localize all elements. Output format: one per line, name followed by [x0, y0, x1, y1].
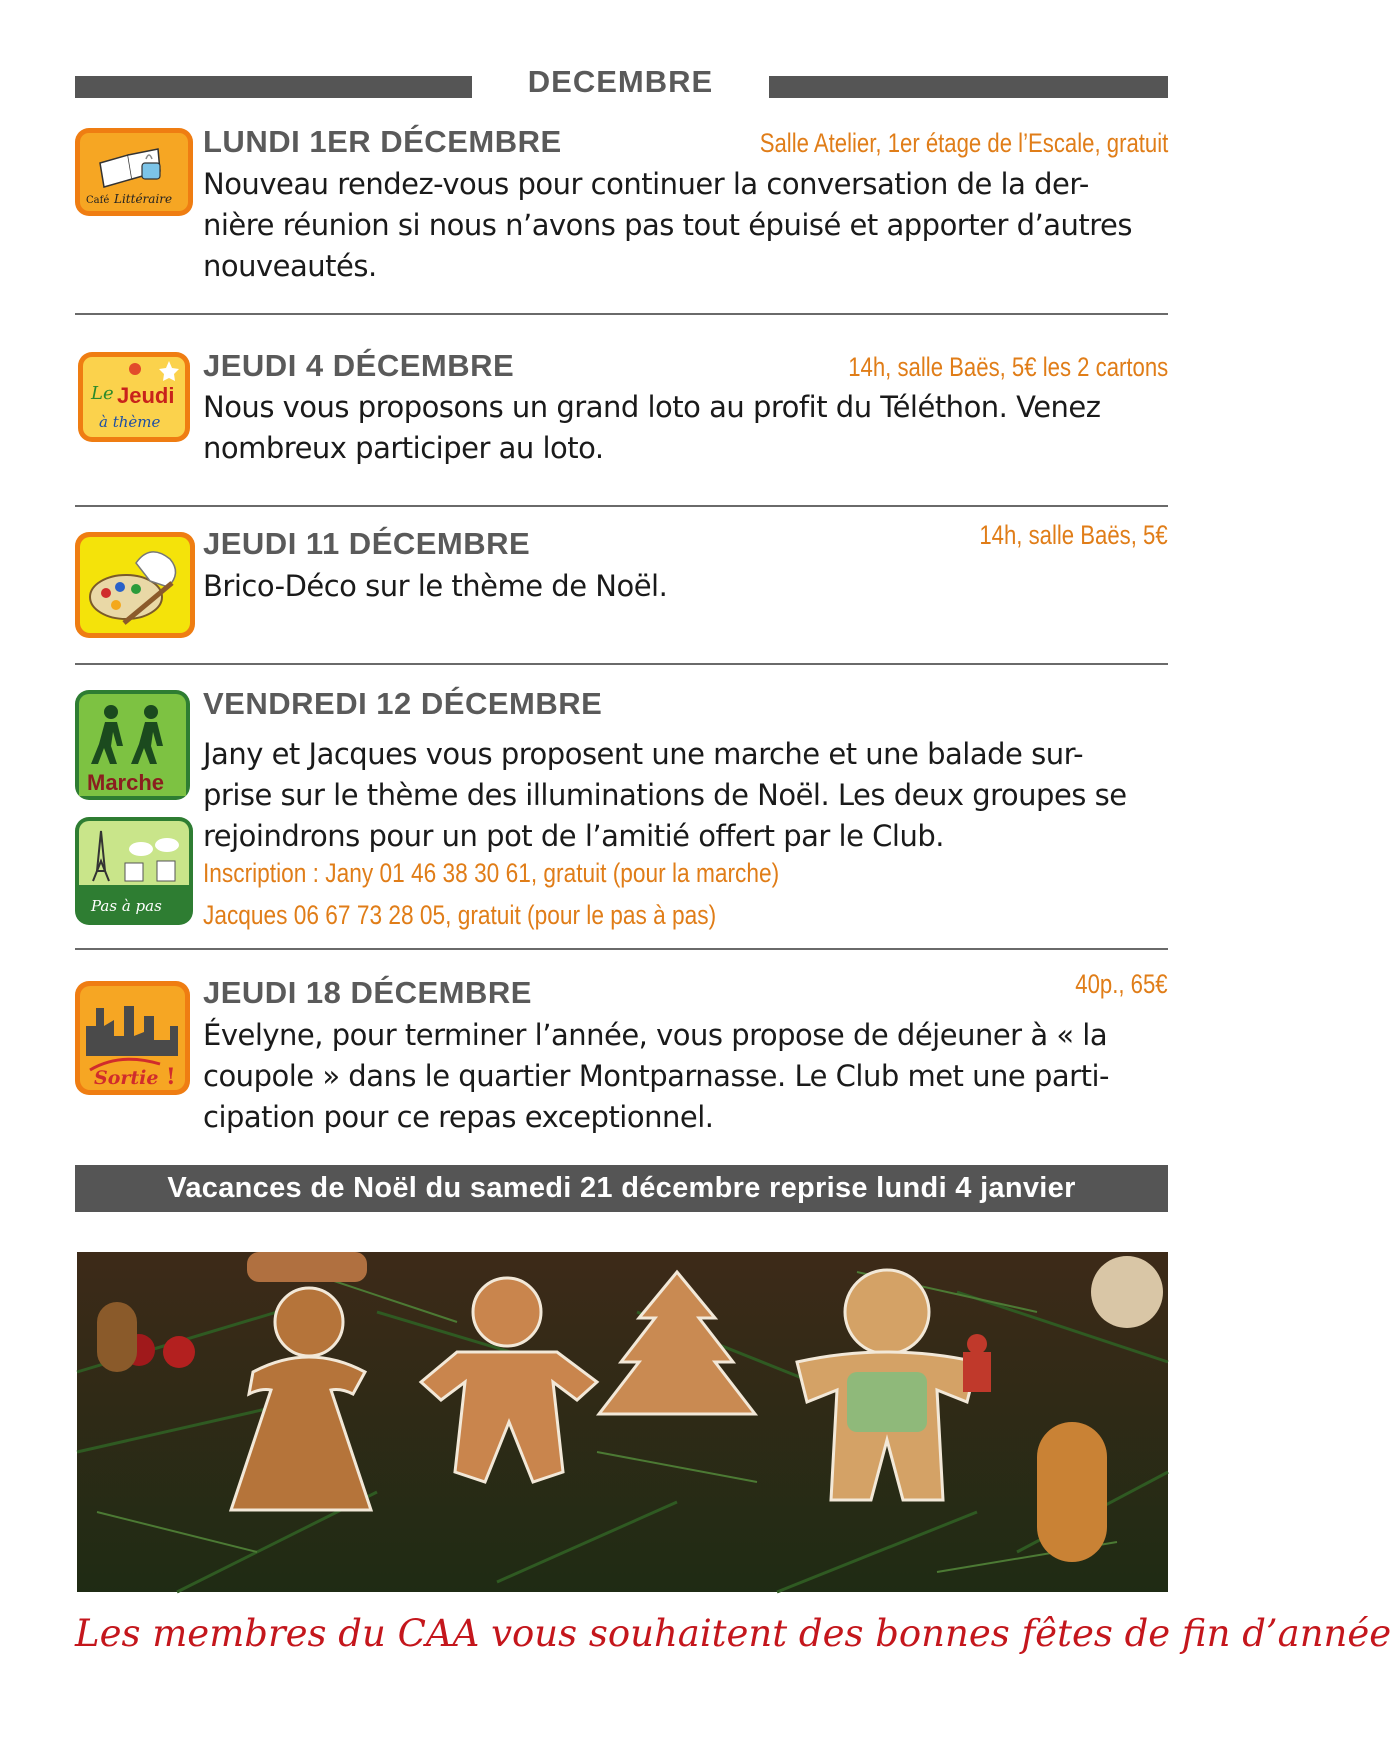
event-marche: [75, 686, 1168, 945]
header-bar-left: [75, 76, 472, 98]
svg-text:Marche: Marche: [87, 770, 165, 795]
event-description: Jany et Jacques vous proposent une marche et une balade sur- prise sur le thème des illuminations de Noël. Les deux groupes se rejoindrons pour un pot de l’amitié offert par le Club.: [203, 737, 1127, 853]
pas-a-pas-icon: [75, 817, 193, 925]
divider: [75, 505, 1168, 507]
event-brico-deco: [75, 520, 1168, 654]
event-description: Évelyne, pour terminer l’année, vous propose de déjeuner à « la coupole » dans le quartier Montparnasse. Le Club met une parti- cipation pour ce repas exceptionnel.: [203, 1018, 1109, 1134]
event-place: Salle Atelier, 1er étage de l’Escale, gratuit: [759, 128, 1168, 158]
gingerbread-photo: [77, 1252, 1168, 1592]
sortie-icon: [75, 981, 190, 1095]
event-date: JEUDI 11 DÉCEMBRE: [203, 526, 531, 561]
event-description: Brico-Déco sur le thème de Noël.: [203, 569, 668, 603]
svg-text:Sortie: Sortie: [94, 1067, 159, 1089]
month-header: [75, 62, 1168, 102]
svg-text:Le: Le: [91, 383, 114, 404]
jeudi-a-theme-icon: [78, 352, 190, 442]
svg-text:Pas à pas: Pas à pas: [91, 897, 162, 915]
event-jeudi-a-theme: [75, 342, 1168, 492]
event-date: JEUDI 18 DÉCEMBRE: [203, 975, 532, 1010]
header-bar-right: [769, 76, 1168, 98]
event-place: 14h, salle Baës, 5€ les 2 cartons: [848, 352, 1168, 382]
event-cafe-litteraire: [75, 118, 1168, 293]
event-place: 40p., 65€: [1075, 969, 1168, 999]
divider: [75, 313, 1168, 315]
marche-icon: [75, 690, 190, 800]
svg-text:Littéraire: Littéraire: [114, 192, 173, 206]
season-greeting: Les membres du CAA vous souhaitent des bonnes fêtes de fin d’année: [75, 1612, 1391, 1655]
event-description: Nouveau rendez-vous pour continuer la conversation de la der- nière réunion si nous n’avons pas tout épuisé et apporter d’autres nouveautés.: [203, 167, 1132, 283]
month-title: DECEMBRE: [527, 64, 714, 99]
holiday-banner: Vacances de Noël du samedi 21 décembre reprise lundi 4 janvier: [75, 1165, 1168, 1212]
svg-text:!: !: [166, 1064, 176, 1090]
inscription-jacques: Jacques 06 67 73 28 05, gratuit (pour le pas à pas): [203, 900, 717, 930]
event-sortie: [75, 969, 1168, 1145]
divider: [75, 948, 1168, 950]
svg-text:à thème: à thème: [99, 413, 161, 431]
event-description: Nous vous proposons un grand loto au profit du Téléthon. Venez nombreux participer au loto.: [203, 390, 1101, 465]
svg-text:Café: Café: [86, 195, 110, 206]
event-date: LUNDI 1ER DÉCEMBRE: [203, 124, 562, 159]
event-date: JEUDI 4 DÉCEMBRE: [203, 348, 515, 383]
palette-icon: [75, 532, 195, 638]
inscription-jany: Inscription : Jany 01 46 38 30 61, gratuit (pour la marche): [203, 858, 780, 888]
event-date: VENDREDI 12 DÉCEMBRE: [203, 686, 603, 721]
cafe-litteraire-icon: [75, 128, 193, 216]
event-place: 14h, salle Baës, 5€: [979, 520, 1168, 550]
divider: [75, 663, 1168, 665]
svg-text:Jeudi: Jeudi: [117, 383, 175, 408]
